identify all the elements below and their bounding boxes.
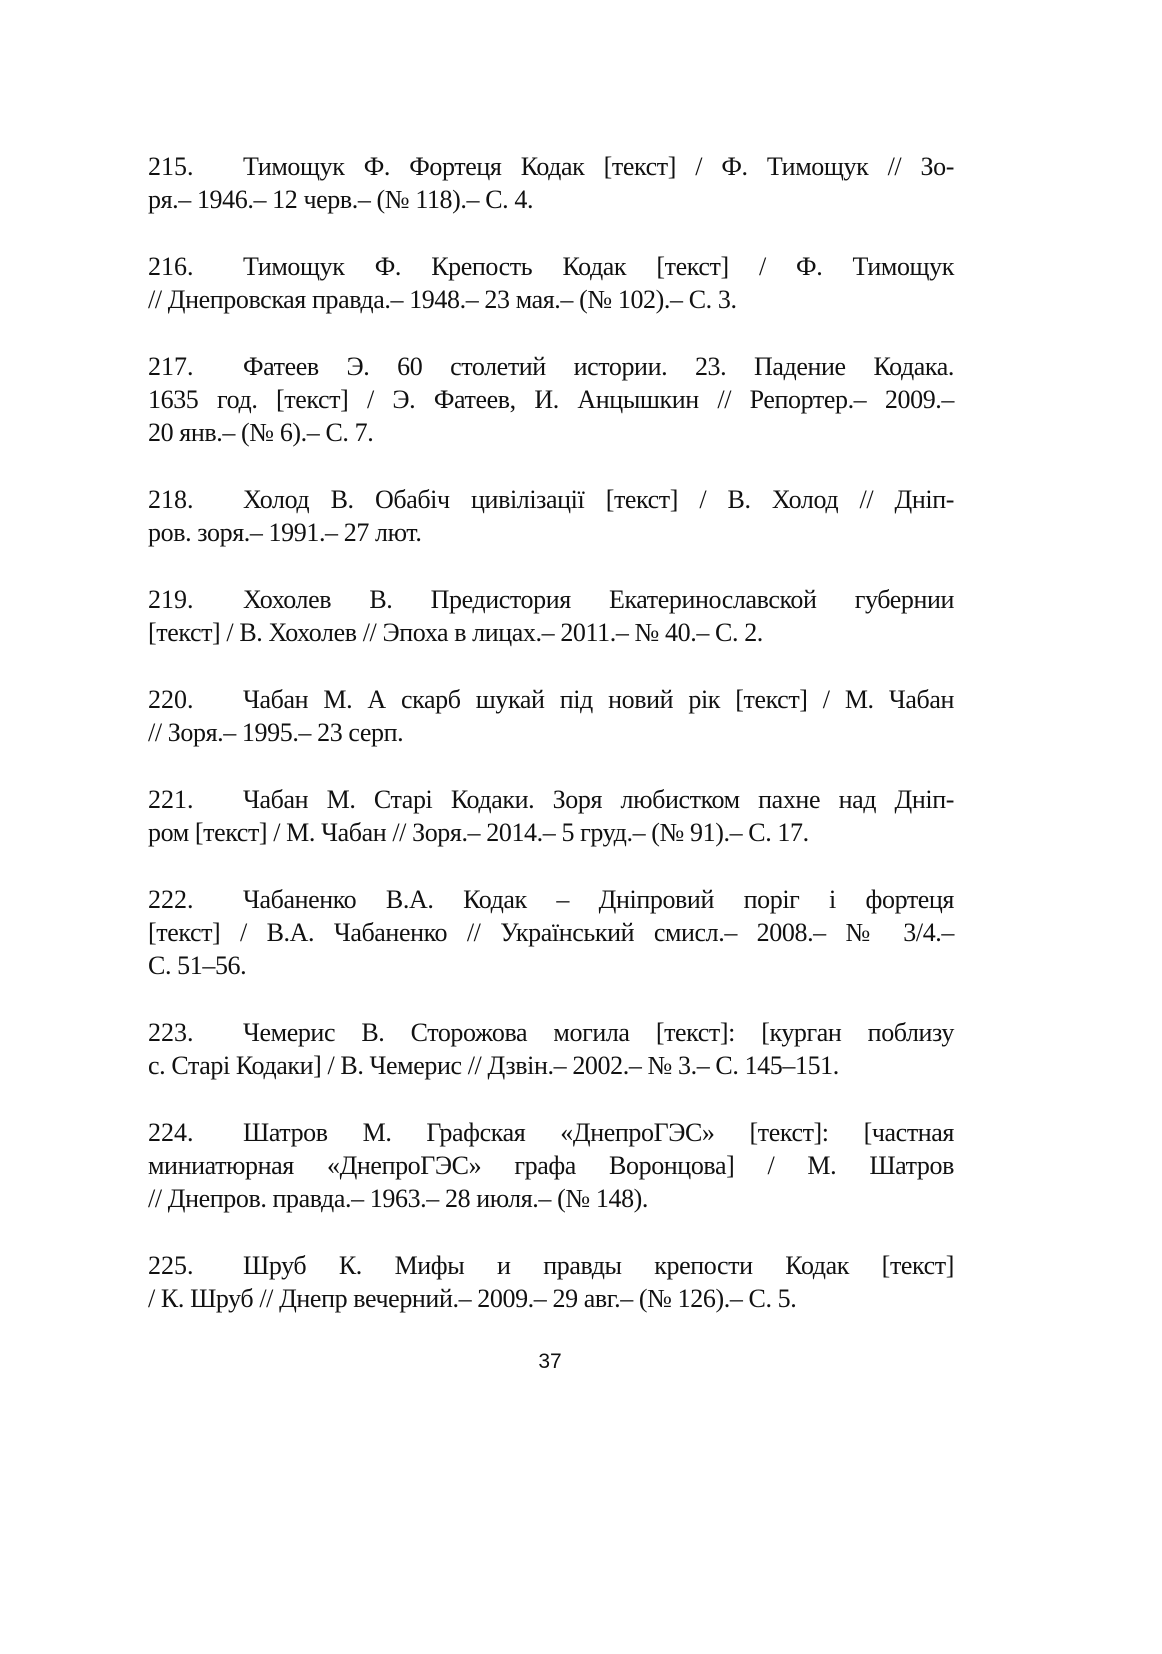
entry-text: Чабан М. А скарб шукай під новий рік [текст] / М. Чабан bbox=[243, 685, 954, 714]
entry-text: 1635 год. [текст] / Э. Фатеев, И. Анцышкин // Репортер.– 2009.– bbox=[148, 385, 954, 414]
entry-text: [текст] / В.А. Чабаненко // Український смисл.– 2008.– № 3/4.– bbox=[148, 918, 954, 947]
entry-line bbox=[148, 583, 954, 616]
entry-line bbox=[148, 150, 954, 183]
entry-number: 225. bbox=[148, 1251, 194, 1280]
entry-text: Шруб К. Мифы и правды крепости Кодак [текст] bbox=[243, 1251, 954, 1280]
entry-number: 217. bbox=[148, 352, 194, 381]
entry-text: 20 янв.– (№ 6).– С. 7. bbox=[148, 418, 374, 447]
entry-text: // Днепров. правда.– 1963.– 28 июля.– (№ 148). bbox=[148, 1184, 649, 1213]
entry-line bbox=[148, 1016, 954, 1049]
entry-text: ров. зоря.– 1991.– 27 лют. bbox=[148, 518, 422, 547]
entry-line bbox=[148, 416, 954, 449]
entry-line bbox=[148, 949, 954, 982]
entry-number: 223. bbox=[148, 1018, 194, 1047]
entry-number: 221. bbox=[148, 785, 194, 814]
entry-line bbox=[148, 483, 954, 516]
entry-text: // Днепровская правда.– 1948.– 23 мая.– (№ 102).– С. 3. bbox=[148, 285, 737, 314]
entry-line bbox=[148, 1282, 954, 1315]
entry-number: 215. bbox=[148, 152, 194, 181]
bibliography-entry bbox=[148, 683, 954, 749]
entry-number: 218. bbox=[148, 485, 194, 514]
entry-text: [текст] / В. Хохолев // Эпоха в лицах.– 2011.– № 40.– С. 2. bbox=[148, 618, 763, 647]
entry-number: 224. bbox=[148, 1118, 194, 1147]
entry-number: 222. bbox=[148, 885, 194, 914]
bibliography-entry bbox=[148, 483, 954, 549]
entry-text: ря.– 1946.– 12 черв.– (№ 118).– С. 4. bbox=[148, 185, 534, 214]
bibliography-entry bbox=[148, 350, 954, 449]
entry-line bbox=[148, 716, 954, 749]
entry-line bbox=[148, 783, 954, 816]
entry-line bbox=[148, 350, 954, 383]
bibliography-entry bbox=[148, 1249, 954, 1315]
entry-text: Хохолев В. Предистория Екатеринославской губернии bbox=[243, 585, 954, 614]
bibliography-entry bbox=[148, 883, 954, 982]
entry-line bbox=[148, 883, 954, 916]
bibliography-entry bbox=[148, 250, 954, 316]
entry-line bbox=[148, 383, 954, 416]
entry-line bbox=[148, 1182, 954, 1215]
entry-line bbox=[148, 516, 954, 549]
entry-line bbox=[148, 683, 954, 716]
entry-line bbox=[148, 1116, 954, 1149]
entry-text: ром [текст] / М. Чабан // Зоря.– 2014.– 5 груд.– (№ 91).– С. 17. bbox=[148, 818, 809, 847]
entry-text: Чемерис В. Сторожова могила [текст]: [курган поблизу bbox=[243, 1018, 954, 1047]
entry-number: 220. bbox=[148, 685, 194, 714]
entry-line bbox=[148, 1049, 954, 1082]
entry-text: / К. Шруб // Днепр вечерний.– 2009.– 29 авг.– (№ 126).– С. 5. bbox=[148, 1284, 797, 1313]
entry-line bbox=[148, 1249, 954, 1282]
entry-number: 216. bbox=[148, 252, 194, 281]
entry-text: Фатеев Э. 60 столетий истории. 23. Падение Кодака. bbox=[243, 352, 954, 381]
entry-line bbox=[148, 816, 954, 849]
entry-line bbox=[148, 916, 954, 949]
bibliography-entry bbox=[148, 150, 954, 216]
entry-text: Тимощук Ф. Фортеця Кодак [текст] / Ф. Тимощук // Зо- bbox=[243, 152, 954, 181]
entry-line bbox=[148, 283, 954, 316]
bibliography-list bbox=[148, 150, 954, 1349]
bibliography-entry bbox=[148, 583, 954, 649]
entry-text: Шатров М. Графская «ДнепроГЭС» [текст]: [частная bbox=[243, 1118, 954, 1147]
entry-text: Тимощук Ф. Крепость Кодак [текст] / Ф. Тимощук bbox=[243, 252, 954, 281]
entry-line bbox=[148, 616, 954, 649]
bibliography-entry bbox=[148, 783, 954, 849]
entry-text: Холод В. Обабіч цивілізації [текст] / В. Холод // Дніп- bbox=[243, 485, 954, 514]
entry-text: миниатюрная «ДнепроГЭС» графа Воронцова] / М. Шатров bbox=[148, 1151, 954, 1180]
entry-text: с. Старі Кодаки] / В. Чемерис // Дзвін.– 2002.– № 3.– С. 145–151. bbox=[148, 1051, 839, 1080]
entry-text: // Зоря.– 1995.– 23 серп. bbox=[148, 718, 404, 747]
entry-text: С. 51–56. bbox=[148, 951, 247, 980]
entry-line bbox=[148, 1149, 954, 1182]
entry-text: Чабаненко В.А. Кодак – Дніпровий поріг і фортеця bbox=[243, 885, 954, 914]
bibliography-entry bbox=[148, 1116, 954, 1215]
page-number: 37 bbox=[538, 1350, 562, 1373]
entry-line bbox=[148, 183, 954, 216]
entry-text: Чабан М. Старі Кодаки. Зоря любистком пахне над Дніп- bbox=[243, 785, 954, 814]
entry-number: 219. bbox=[148, 585, 194, 614]
entry-line bbox=[148, 250, 954, 283]
bibliography-entry bbox=[148, 1016, 954, 1082]
